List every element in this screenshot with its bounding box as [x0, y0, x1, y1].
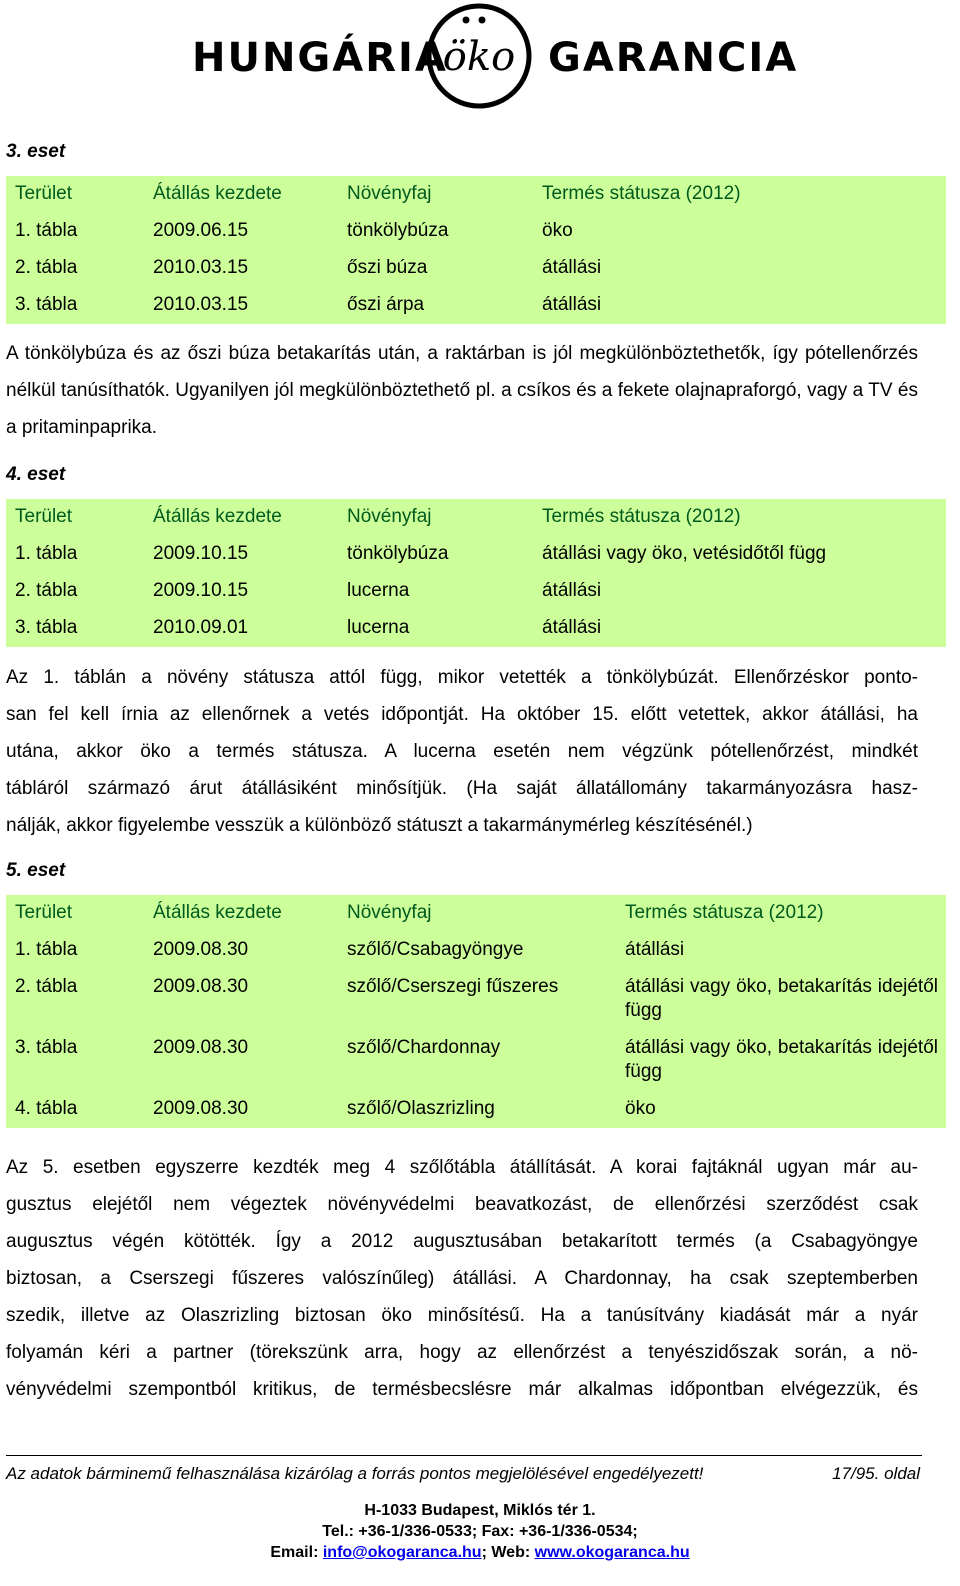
footer-address: H-1033 Budapest, Miklós tér 1. [364, 1502, 596, 1519]
table-row [6, 573, 946, 610]
column-header: Termés státusza (2012) [542, 183, 741, 204]
table-cell: 2009.10.15 [153, 580, 249, 601]
table-row [6, 213, 946, 250]
case4-table [6, 499, 946, 647]
page-number: 17/95. oldal [832, 1464, 920, 1483]
table-header-row [6, 499, 946, 536]
table-cell: 2009.08.30 [153, 976, 249, 997]
column-header: Átállás kezdete [153, 506, 282, 527]
column-header: Növényfaj [347, 506, 432, 527]
table-cell: 4. tábla [15, 1098, 78, 1119]
column-header: Növényfaj [347, 183, 432, 204]
logo [0, 0, 960, 120]
logo-oko-text: öko [442, 34, 516, 80]
table-cell: öko [625, 1098, 656, 1119]
table-cell: tönkölybúza [347, 220, 449, 241]
table-cell: lucerna [347, 617, 410, 638]
table-cell: 3. tábla [15, 294, 78, 315]
table-cell: szőlő/Csabagyöngye [347, 939, 524, 960]
table-cell: átállási [542, 617, 602, 638]
note-line: tábláról származó árut átállásiként minősítjük. (Ha saját állatállomány takarmányozásra hasz- [6, 778, 918, 799]
note-line: vényvédelmi szempontból kritikus, de termésbecslésre már alkalmas időpontban elvégezzük, és [6, 1379, 918, 1400]
note-line: folyamán kéri a partner (törekszünk arra, hogy az ellenőrzést a tenyészidőszak során, a nö- [6, 1342, 918, 1363]
case5-heading: 5. eset [6, 860, 66, 881]
table-cell: 1. tábla [15, 939, 78, 960]
column-header: Terület [15, 183, 73, 204]
note-line: utána, akkor öko a termés státusza. A lucerna esetén nem végzünk pótellenőrzést, mindkét [6, 741, 918, 762]
table-cell: 2010.03.15 [153, 294, 249, 315]
footer-disclaimer: Az adatok bárminemű felhasználása kizárólag a forrás pontos megjelölésével engedélyezett! [6, 1464, 704, 1483]
note-line: Az 5. esetben egyszerre kezdték meg 4 szőlőtábla átállítását. A korai fajtáknál ugyan már au- [6, 1157, 918, 1178]
table-cell: 2010.09.01 [153, 617, 249, 638]
table-cell: szőlő/Cserszegi fűszeres [347, 976, 559, 997]
note-line: gusztus elejétől nem végeztek növényvédelmi beavatkozást, de ellenőrzési szerződést csak [6, 1194, 918, 1215]
column-header: Átállás kezdete [153, 902, 282, 923]
table-cell: 2. tábla [15, 976, 78, 997]
table-cell: átállási [542, 580, 602, 601]
table-row [6, 932, 946, 969]
column-header: Terület [15, 902, 73, 923]
table-header-row [6, 176, 946, 213]
table-cell: 1. tábla [15, 220, 78, 241]
note-line: szedik, illetve az Olaszrizling biztosan öko minősítésű. Ha a tanúsítvány kiadását már a nyár [6, 1305, 918, 1326]
table-cell: 2010.03.15 [153, 257, 249, 278]
table-cell: őszi búza [347, 257, 428, 278]
table-cell: átállási vagy öko, vetésidőtől függ [542, 543, 827, 564]
table-cell: 3. tábla [15, 617, 78, 638]
note-line: nálják, akkor figyelembe vesszük a különböző státuszt a takarmánymérleg készítésénél.) [6, 815, 753, 836]
table-cell: 2009.08.30 [153, 939, 249, 960]
table-row [6, 536, 946, 573]
logo-oko-emblem [416, 0, 542, 110]
email-label: Email: [270, 1544, 319, 1561]
footer-contact-line [0, 1542, 960, 1563]
table-cell: 2009.08.30 [153, 1098, 249, 1119]
table-cell: átállási [625, 939, 685, 960]
note-line: augusztus végén kötötték. Így a 2012 augusztusában betakarított termés (a Csabagyöngye [6, 1231, 918, 1252]
table-cell: őszi árpa [347, 294, 425, 315]
table-cell: 2009.06.15 [153, 220, 249, 241]
column-header: Terület [15, 506, 73, 527]
table-cell: öko [542, 220, 573, 241]
table-cell: szőlő/Chardonnay [347, 1037, 501, 1058]
table-cell: átállási [542, 294, 602, 315]
table-header-row [6, 895, 946, 932]
table-cell: 2. tábla [15, 257, 78, 278]
table-cell: 2. tábla [15, 580, 78, 601]
footer-divider [6, 1455, 922, 1456]
web-link[interactable]: www.okogaranca.hu [534, 1544, 690, 1561]
table-row [6, 610, 946, 647]
table-row [6, 969, 946, 1030]
table-row [6, 1091, 946, 1128]
table-cell: 3. tábla [15, 1037, 78, 1058]
table-cell: átállási vagy öko, betakarítás idejétől függ [625, 976, 938, 1021]
case3-table [6, 176, 946, 324]
column-header: Átállás kezdete [153, 183, 282, 204]
note-line: san fel kell írnia az ellenőrnek a vetés időpontját. Ha október 15. előtt vetettek, akkor átállási, ha [6, 704, 918, 725]
table-cell: szőlő/Olaszrizling [347, 1098, 495, 1119]
case3-heading: 3. eset [6, 141, 66, 162]
table-row [6, 250, 946, 287]
note-line: biztosan, a Cserszegi fűszeres valószínűleg) átállási. A Chardonnay, ha csak szeptemberben [6, 1268, 918, 1289]
table-cell: 2009.10.15 [153, 543, 249, 564]
column-header: Termés státusza (2012) [625, 902, 824, 923]
table-cell: tönkölybúza [347, 543, 449, 564]
email-link[interactable]: info@okogaranca.hu [322, 1544, 482, 1561]
case4-heading: 4. eset [6, 464, 66, 485]
table-cell: átállási [542, 257, 602, 278]
case5-table [6, 895, 946, 1128]
case4-note [6, 659, 918, 844]
table-cell: 2009.08.30 [153, 1037, 249, 1058]
footer-phone: Tel.: +36-1/336-0533; Fax: +36-1/336-0534; [322, 1523, 638, 1540]
table-cell: lucerna [347, 580, 410, 601]
web-label: ; Web: [481, 1544, 531, 1561]
logo-text-right: GARANCIA [548, 35, 799, 81]
table-cell: 1. tábla [15, 543, 78, 564]
note-line: Az 1. táblán a növény státusza attól függ, mikor vetették a tönkölybúzát. Ellenőrzéskor ponto- [6, 667, 918, 688]
table-cell: átállási vagy öko, betakarítás idejétől függ [625, 1037, 938, 1082]
column-header: Termés státusza (2012) [542, 506, 741, 527]
logo-text-left: HUNGÁRIA [192, 35, 448, 81]
case5-note [6, 1149, 918, 1408]
table-row [6, 1030, 946, 1091]
column-header: Növényfaj [347, 902, 432, 923]
table-row [6, 287, 946, 324]
case3-note: A tönkölybúza és az őszi búza betakarítás után, a raktárban is jól megkülönböztethetők, így pótellenőrzés nélkül tanúsíthatók. Ugyanilyen jól megkülönböztethető pl. a csíkos és a fekete olajnapraforgó, vagy a TV és a pritaminpaprika. [6, 343, 918, 438]
